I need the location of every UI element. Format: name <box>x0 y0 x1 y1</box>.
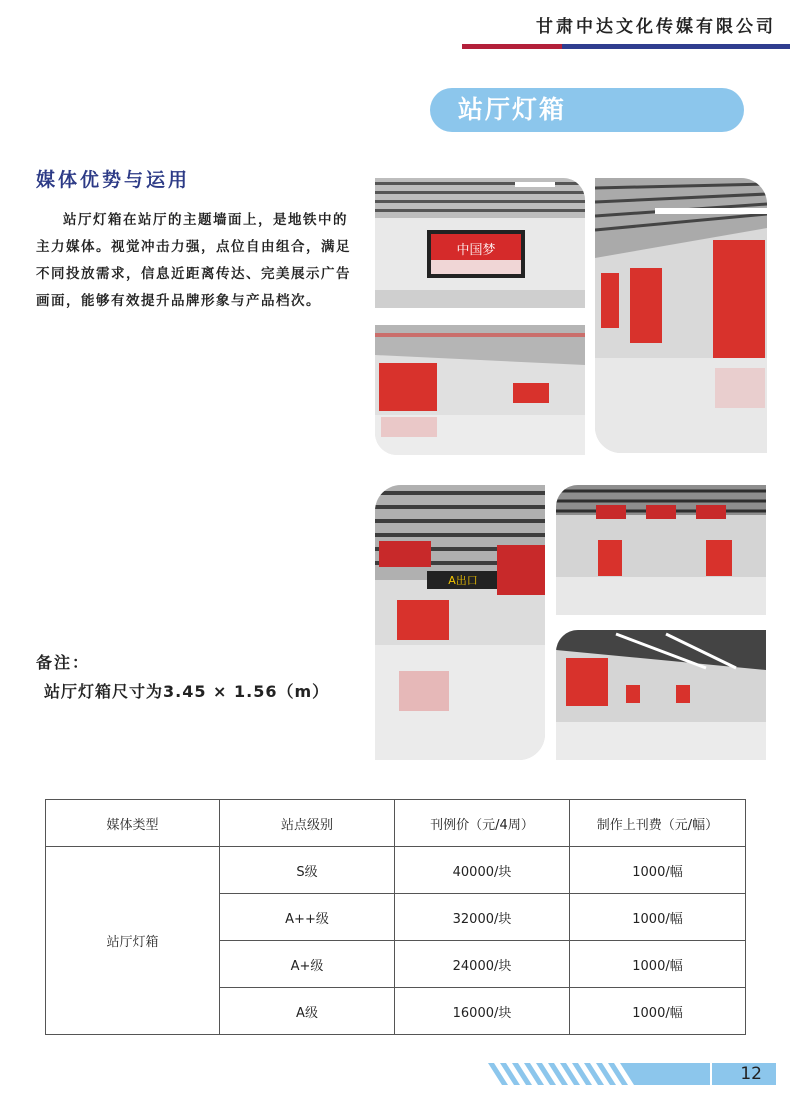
level-cell: A级 <box>220 988 395 1035</box>
level-cell: S级 <box>220 847 395 894</box>
header-bar-red <box>462 44 562 49</box>
section-description: 站厅灯箱在站厅的主题墙面上，是地铁中的主力媒体。视觉冲击力强，点位自由组合，满足不同投放需求，信息近距离传达、完美展示广告画面，能够有效提升品牌形象与产品档次。 <box>36 212 351 309</box>
footer-stripes <box>488 1063 710 1085</box>
header-production-fee: 制作上刊费（元/幅） <box>570 800 746 847</box>
photo-lit-corridor <box>556 630 766 760</box>
fee-cell: 1000/幅 <box>570 894 746 941</box>
level-cell: A++级 <box>220 894 395 941</box>
fee-cell: 1000/幅 <box>570 988 746 1035</box>
price-cell: 24000/块 <box>395 941 570 988</box>
photo-wall-lightbox <box>375 178 585 308</box>
photo-corridor-red-panels <box>595 178 767 453</box>
level-cell: A+级 <box>220 941 395 988</box>
header-station-level: 站点级别 <box>220 800 395 847</box>
exit-sign-text: A出口 <box>448 574 478 587</box>
section-title: 媒体优势与运用 <box>36 169 191 191</box>
photo-station-exit-sign <box>375 485 545 760</box>
page-title: 站厅灯箱 <box>458 95 567 124</box>
rate-table <box>45 799 746 1035</box>
title-pill <box>430 88 744 132</box>
fee-cell: 1000/幅 <box>570 941 746 988</box>
price-cell: 40000/块 <box>395 847 570 894</box>
price-cell: 32000/块 <box>395 894 570 941</box>
page-number-box <box>712 1063 776 1085</box>
note-label: 备注： <box>36 653 91 672</box>
note-text: 站厅灯箱尺寸为3.45 × 1.56（m） <box>44 682 330 701</box>
fee-cell: 1000/幅 <box>570 847 746 894</box>
company-name: 甘肃中达文化传媒有限公司 <box>536 17 776 37</box>
header-bar-blue <box>562 44 790 49</box>
table-row <box>46 847 746 894</box>
media-type-cell: 站厅灯箱 <box>46 847 220 1035</box>
header-media-type: 媒体类型 <box>46 800 220 847</box>
photo-station-concourse <box>556 485 766 615</box>
billboard-text: 中国梦 <box>456 243 496 258</box>
page-number: 12 <box>740 1064 762 1084</box>
table-header-row <box>46 800 746 847</box>
photo-long-corridor <box>375 325 585 455</box>
header-price: 刊例价（元/4周） <box>395 800 570 847</box>
price-cell: 16000/块 <box>395 988 570 1035</box>
